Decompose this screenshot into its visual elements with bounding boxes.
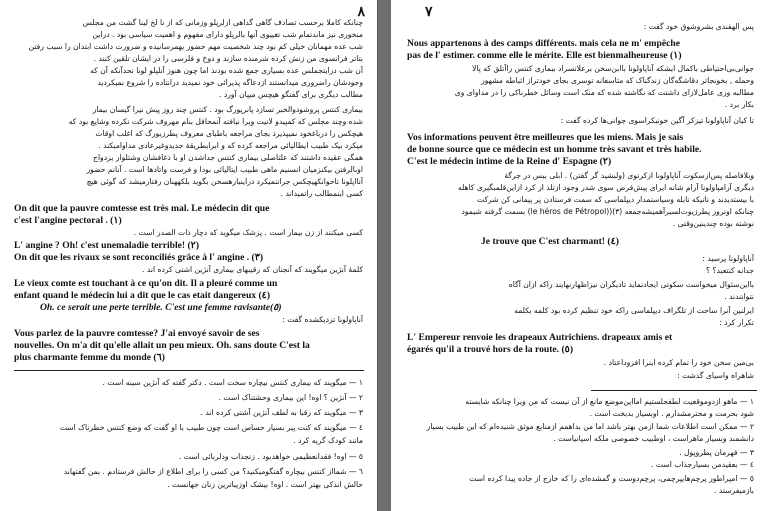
text-line: جوانی‌بی‌احتیاطی باکمال ایشکه آناپاولونا باابن‌سخن برعلانسراد ببماری کنتس راآتلق که پالا [472,64,754,73]
french-line: égarés qu'il a trouvé hors de la route. (٥) [407,344,574,355]
text-line: اوبالرفتن بیکنزمیان انسنیم ماهی طبیب ایتالیائی بودا و فرست واتادها است . آنانم حضور [86,165,363,174]
text-line: بااین‌سئوال میخواست سکوتی ایجادنماید تادیگران نیزاظهارنهایند راکه ازان آگاه [508,280,754,289]
text-line: آناپاولونا پرسید : [702,254,754,263]
footnote: ٥ — امپراطور پرچم‌هایپرچمی، پرچم‌دوست و گمشده‌ای را که خارج از جاده پیدا کرده است [469,474,754,483]
french-line: Le vieux comte est touchant à ce qu'on dit. Il a pleuré comme un [14,278,278,289]
text-line: با بیستدید‌ند و تاتیکه تابله وسیاستمدار دیپلماسی که سمت فرستادن پر پیمانی کن شرکت [476,195,754,204]
footnote: حالش اندکی بهتر است . اوه! بیشک اوزیباترین زنان جهانست . [167,480,363,489]
footnote: ٣ — قهرمان پطروپول . [679,448,754,457]
text-line: همگی عقیده داشتند که علتاصلی بیماری کنتس جداشدن او با ذغافشان وشتلوار یزدواج [93,153,363,162]
left-page [0,0,377,511]
footnote: ٥ — اوه! فقدانعظیمی خواهدبود . زنجذاب ودلربائی است . [178,452,363,461]
french-line: L' Empereur renvoie les drapeaux Autrichiens. drapeaux amis et [407,332,673,343]
text-line: آناپاولونا تزدیکشده گفت : [282,315,363,324]
text-line: آن شب درایتجملس عده بسیاری جمع شده بودند اما چون هنوز آنلپلو لونا نحدآنکه آن که [90,66,363,75]
french-line: Je trouve que C'est charmant! (٤) [481,236,619,247]
french-line: pas de l' estimer. comme elle le mérite. Elle est bienmalheureuse (١) [407,50,682,61]
footnote: ٤ — بعقیدمن بسیارجذاب است . [651,460,754,469]
footnote: ١ — ماهو ازدوموقعیت‌ لطفجلستیم امااین‌موضع مانع از آن نیست که من ویرا چنانکه شایسته [465,397,754,406]
text-line: پس الهفندی بشروشوق خود گفت : [643,22,754,31]
footnote: شود بحرمت و محترمشدارم . اوبسیار بدبخت است . [589,409,754,418]
french-line: Vos informations peuvent être meilleures que les miens. Mais je sais [407,132,684,143]
text-line: نوشته بوده چندینین‌وقتی . [672,219,754,228]
french-line: plus charmante femme du monde (٦) [14,352,165,363]
text-line: بی‌مین سخن خود را تمام کرده اینرا افزوداعتاد . [603,358,754,367]
text-line: وجودشان راضروری میدانستند ازدعاگه پذیرائی خود نمیدید درانتاده را شروع نمیکردید [97,78,363,87]
footnote: ٤ — میگویند که کنت پیر بسیار حساس است چون طبیب با او گفت که وضع کنتس خطرناک است [59,423,363,432]
french-line-italic: Oh. ce serait une perte terrible. C'est une femme ravisante(٥) [40,302,282,313]
text-line: میکرد بیک طبیب ایطالیائی مراجعه کرده که و ابرابطریقهٔ جدیدوغیرعادی مداوامیکند . [98,141,363,150]
text-line: ایرلنین آنرا ساحت از تلگراف دیپلماسی راکه خود تنظیم کرده بود کلمه بکلمه [514,306,754,315]
footnote: بازمیفرستد . [714,486,754,495]
text-line: آنااپلونا تاحوانکهیچکس جراتنمیکرد دراینبارهسخن بگوید بلکههنان رفتارمیشد که گوئی هیچ [86,177,363,186]
footnote: ١ — میگویند که بیماری کنتس بیچاره سخت است . دکتر گفته که آنژین سینه است . [102,378,363,387]
text-line: چنانکه اوترور پطرزیوت‌لسیرآهمیشه‌جمعه (٣)((le héros de Pétropol) بسمت گرفته شیمود [461,207,754,216]
text-line: هیچکس را درباغخود نمیپذیرد بجای مراجعه باطبای معروف پطرزبورگ که اغلب اوقات [95,129,363,138]
french-line: L' angine ? Oh! c'est unemaladie terrible! (٢) [14,240,200,251]
french-line: nouvelles. On m'a dit qu'elle allait un peu mieux. Oh. sans doute C'est la [14,340,310,351]
text-line: بتاتر فرانسوی من زنش کرده شرمنده سازند و دوخ و فلرسی را در ایشان تلقین کنند . [93,54,363,63]
footnote: ٣ — میگویند که رقبا به لطف آنژین آشتی کرده اند . [200,408,363,417]
page-number: ٧ [425,4,433,20]
text-line: جدانه کنتعبد؟ ؟ [705,266,754,275]
text-line: مطالب دیگری برای گفتگو هیچس میپان آورد . [219,90,363,99]
french-line: On dit que les rivaux se sont reconciliés grâce à l' angine . (٣) [14,252,264,263]
footnote: ٦ — شمااز کنتس بیچاره گفتگومیکنید؟ من کسی را برای اطلاع از حالش فرستادم . بمن گفتهاند [63,467,363,476]
footnote: ٢ — ممکن است اطلاعات شما ازمن بهتر باشد اما من بداهمم ازمنابع موثق شنیده‌ام که این طبیب بسیار [426,422,754,431]
text-line: منخوری نیز ماندتمام شب تغییوی آنها بالرپلو دارای مفهوم و اهمیت سیاسی بود . دراین [92,30,363,39]
text-line: بیماری کنتس پروشودوالخبر تسازد پانرپورگ بود . کنتس چند روز پیش نیرا گیسان بیمار [92,105,363,114]
text-line: شب عده مهمانان خیلی کم بود چند شخصیت مهم حضور بهمرسانیده و ضرورت داشت ابتدان را سبب رفتن [28,42,363,51]
french-line: C'est le médecin intime de la Reine d' Espagne (٢) [407,156,612,167]
right-page [391,0,768,511]
footnote: ٢ — آنژین ؟ اوه! این بیماری وحشتناک است . [218,393,363,402]
text-line: چنانکه کاملا برحسب تصادف گاهی گداهی ازلرپلو وزمانی که از نا لخ لینا گشت من مجلس [82,18,363,27]
text-line: بکار برد . [724,100,754,109]
text-line: کسی میکنند از زن بیمار است . پزشک میگوید که دچار ذات الصدر است . [133,228,363,237]
text-line: نتوانندند . [724,292,754,301]
text-line: شده وچند مجلس که کمپیدو لانیت ویرا نیافته آنمحافل بنام مهروف شرکت نکرده وشایع بود که [68,117,363,126]
french-line: On dit que la pauvre comtesse est très mal. Le médecin dit que [14,203,270,214]
french-line: enfant quand le médecin lui a dit que le cas etait dangereux (٤) [14,290,271,301]
french-line: c'est l'angine pectoral . (١) [14,215,122,226]
footnote: دانشمند وبسیار ماهراست ، اوطبیب خصوصی ملکه اسپانیاست . [553,434,754,443]
text-line: وحمله , بخونجاتر دقاشگه‌گان زندگناک که متاسفانه توسری بجای خودتراز اثباطه مشهور [481,76,754,85]
french-line: de bonne source que ce médecin est un homme très savant et très habile. [407,144,702,155]
text-line: مطالبه وری عامل‌لازای داشتت که نگاشته شده که منک است وسائل خطرناکی را در مداوای وی [454,88,754,97]
text-line: دیگری آرامپاولونا آرام شانه ایرای پیش‌فرض سوی شدر وجود ازتلذ ار کرد ازاین‌قلمبگیری کاهله [457,183,754,192]
text-line: شاهراه واسیای گذشت : [677,371,754,380]
footnote-divider [14,370,364,371]
text-line: تکرار کرد : [719,318,754,327]
french-line: Nous appartenons à des camps différents. mais cela ne m' empêche [407,38,680,49]
page-number: ۸ [357,4,365,20]
french-line: Vous parlez de la pauvre comtesse? J'ai envoyé savoir de ses [14,328,260,339]
footnote-divider [591,390,757,391]
text-line: کسی اینمطالب راتمیداند . [280,189,363,198]
text-line: کلمهٔ آنژین میگویند که آنجنان که رقیبهای بیماری آنژین اشتی کرده اند . [142,265,363,274]
text-line: تا کیان آناپاولونا تیزکر آگین خونیکراسوی جوانی‌ها کرده گفت : [560,116,754,125]
footnote: مانند کودک گریه کرد . [293,436,363,445]
text-line: وبلافاصله پس‌ازسکوت آناپاولونا ازکرتوی (ولبشید گر گفتن) . ابلی بیس در جرگهٔ [504,171,754,180]
